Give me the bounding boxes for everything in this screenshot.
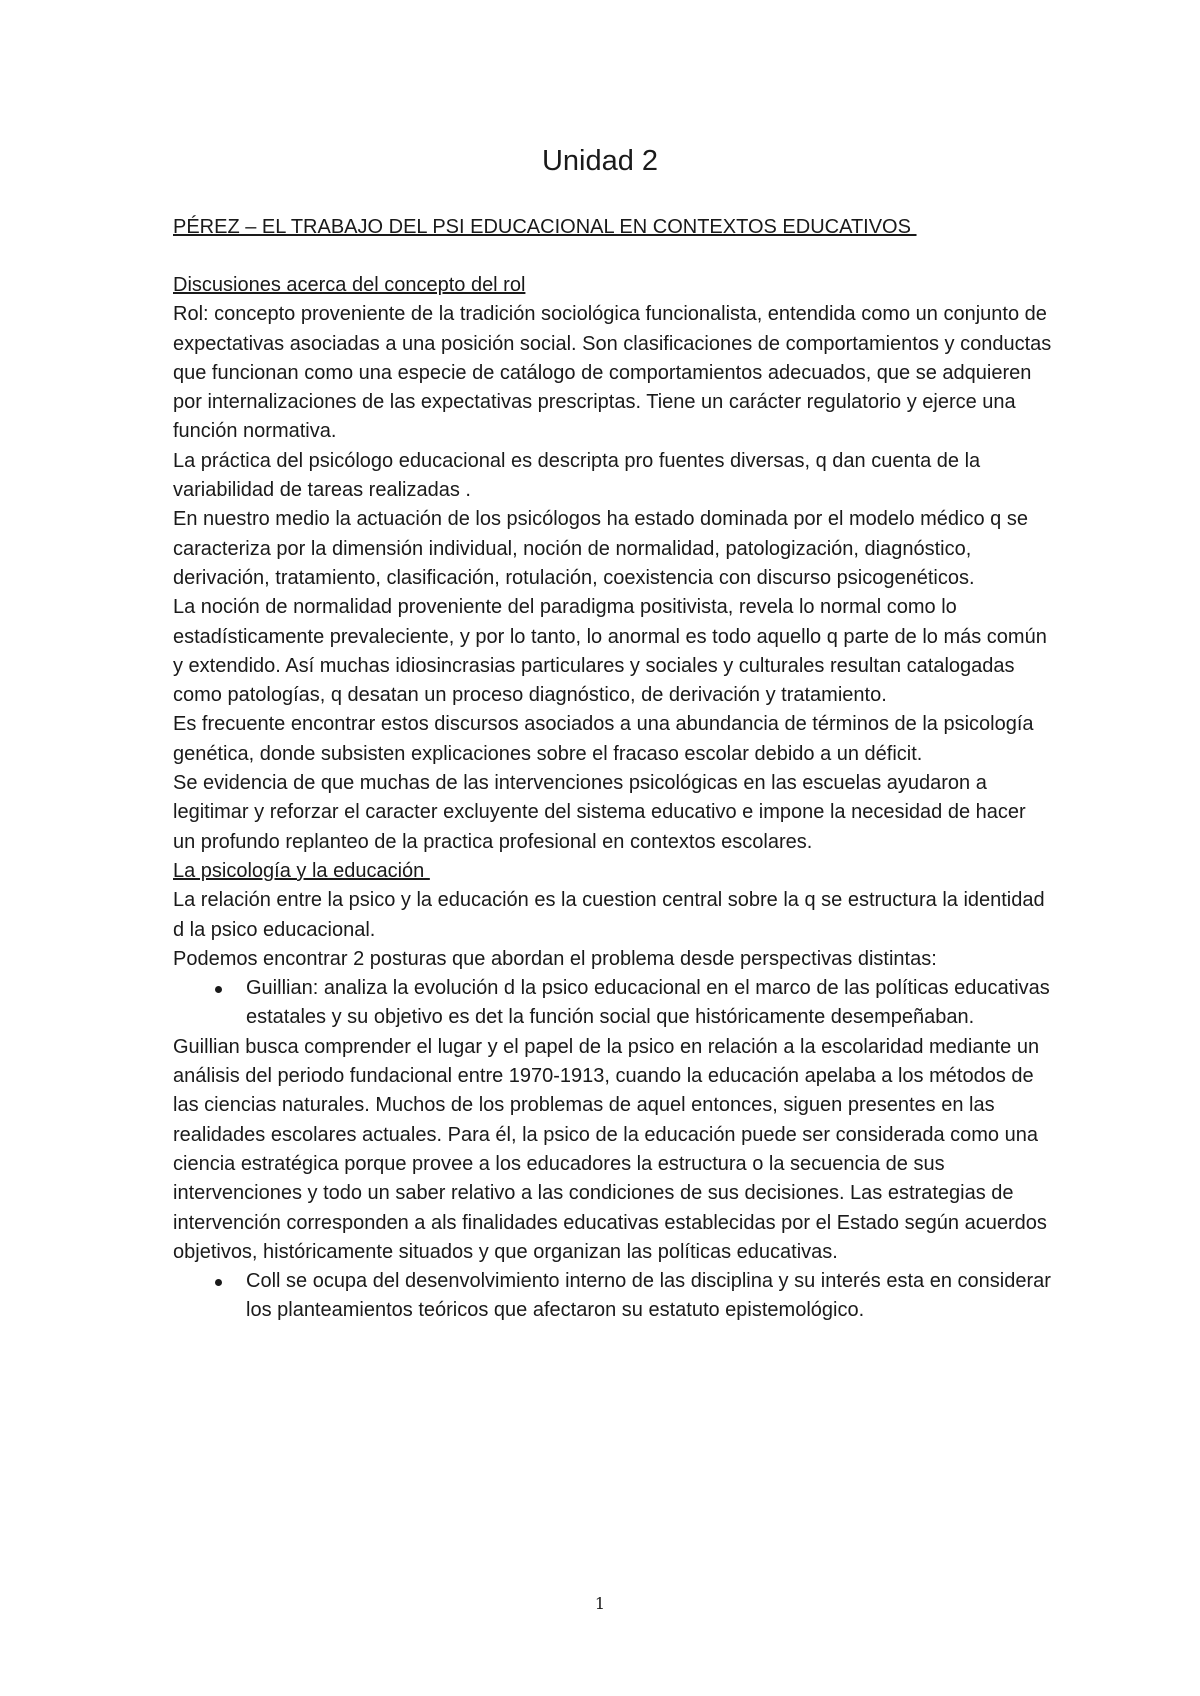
- bullet-dot-icon: [215, 1279, 222, 1286]
- paragraph: Es frecuente encontrar estos discursos asociados a una abundancia de términos de la psicología genética, donde subsisten explicaciones sobre el fracaso escolar debido a un déficit.: [173, 713, 1034, 765]
- article-heading: PÉREZ – EL TRABAJO DEL PSI EDUCACIONAL EN CONTEXTOS EDUCATIVOS: [173, 216, 917, 238]
- bullet-text: Coll se ocupa del desenvolvimiento interno de las disciplina y su interés esta en considerar los planteamientos teóricos que afectaron su estatuto epistemológico.: [246, 1270, 1051, 1322]
- paragraph: En nuestro medio la actuación de los psicólogos ha estado dominada por el modelo médico q se caracteriza por la dimensión individual, noción de normalidad, patologización, diagnóstico, derivación, tratamiento, clasificación, rotulación, coexistencia con discurso psicogenéticos.: [173, 508, 1028, 589]
- paragraph: Se evidencia de que muchas de las intervenciones psicológicas en las escuelas ayudaron a legitimar y reforzar el caracter excluyente del sistema educativo e impone la necesidad de hacer un profundo replanteo de la practica profesional en contextos escolares.: [173, 772, 1026, 853]
- paragraph: Podemos encontrar 2 posturas que abordan el problema desde perspectivas distintas:: [173, 947, 937, 970]
- paragraph: La noción de normalidad proveniente del paradigma positivista, revela lo normal como lo estadísticamente prevaleciente, y por lo tanto, lo anormal es todo aquello q parte de lo más común y extendido. Así muchas idiosincrasias particulares y sociales y culturales resultan catalogadas como patologías, q desatan un proceso diagnóstico, de derivación y tratamiento.: [173, 596, 1047, 707]
- paragraph: La práctica del psicólogo educacional es descripta pro fuentes diversas, q dan cuenta de la variabilidad de tareas realizadas .: [173, 449, 981, 502]
- paragraph: Guillian busca comprender el lugar y el papel de la psico en relación a la escolaridad mediante un análisis del periodo fundacional entre 1970-1913, cuando la educación apelaba a los métodos de las ciencias naturales. Muchos de los problemas de aquel entonces, siguen presentes en las realidades escolares actuales. Para él, la psico de la educación puede ser considerada como una ciencia estratégica porque provee a los educadores la estructura o la secuencia de sus intervenciones y todo un saber relativo a las condiciones de sus decisiones. Las estrategias de intervención corresponden a als finalidades educativas establecidas por el Estado según acuerdos objetivos, históricamente situados y que organizan las políticas educativas.: [173, 1035, 1047, 1263]
- bullet-item-guillian: [173, 974, 1053, 1033]
- page-number: 1: [594, 1594, 606, 1613]
- bullet-dot-icon: [215, 986, 222, 993]
- bullet-text: Guillian: analiza la evolución d la psico educacional en el marco de las políticas educativas estatales y su objetivo es det la función social que históricamente desempeñaban.: [246, 977, 1050, 1029]
- section-subheading-rol: Discusiones acerca del concepto del rol: [173, 274, 526, 296]
- bullet-item-coll: [173, 1267, 1053, 1326]
- document-body: [173, 271, 1053, 1326]
- paragraph: La relación entre la psico y la educación es la cuestion central sobre la q se estructura la identidad d la psico educacional.: [173, 889, 1045, 941]
- page-title: Unidad 2: [541, 145, 659, 177]
- section-subheading-psicologia: La psicología y la educación: [173, 859, 430, 882]
- paragraph: Rol: concepto proveniente de la tradición sociológica funcionalista, entendida como un conjunto de expectativas asociadas a una posición social. Son clasificaciones de comportamientos y conductas que funcionan como una especie de catálogo de comportamientos adecuados, que se adquieren por internalizaciones de las expectativas prescriptas. Tiene un carácter regulatorio y ejerce una función normativa.: [173, 303, 1052, 443]
